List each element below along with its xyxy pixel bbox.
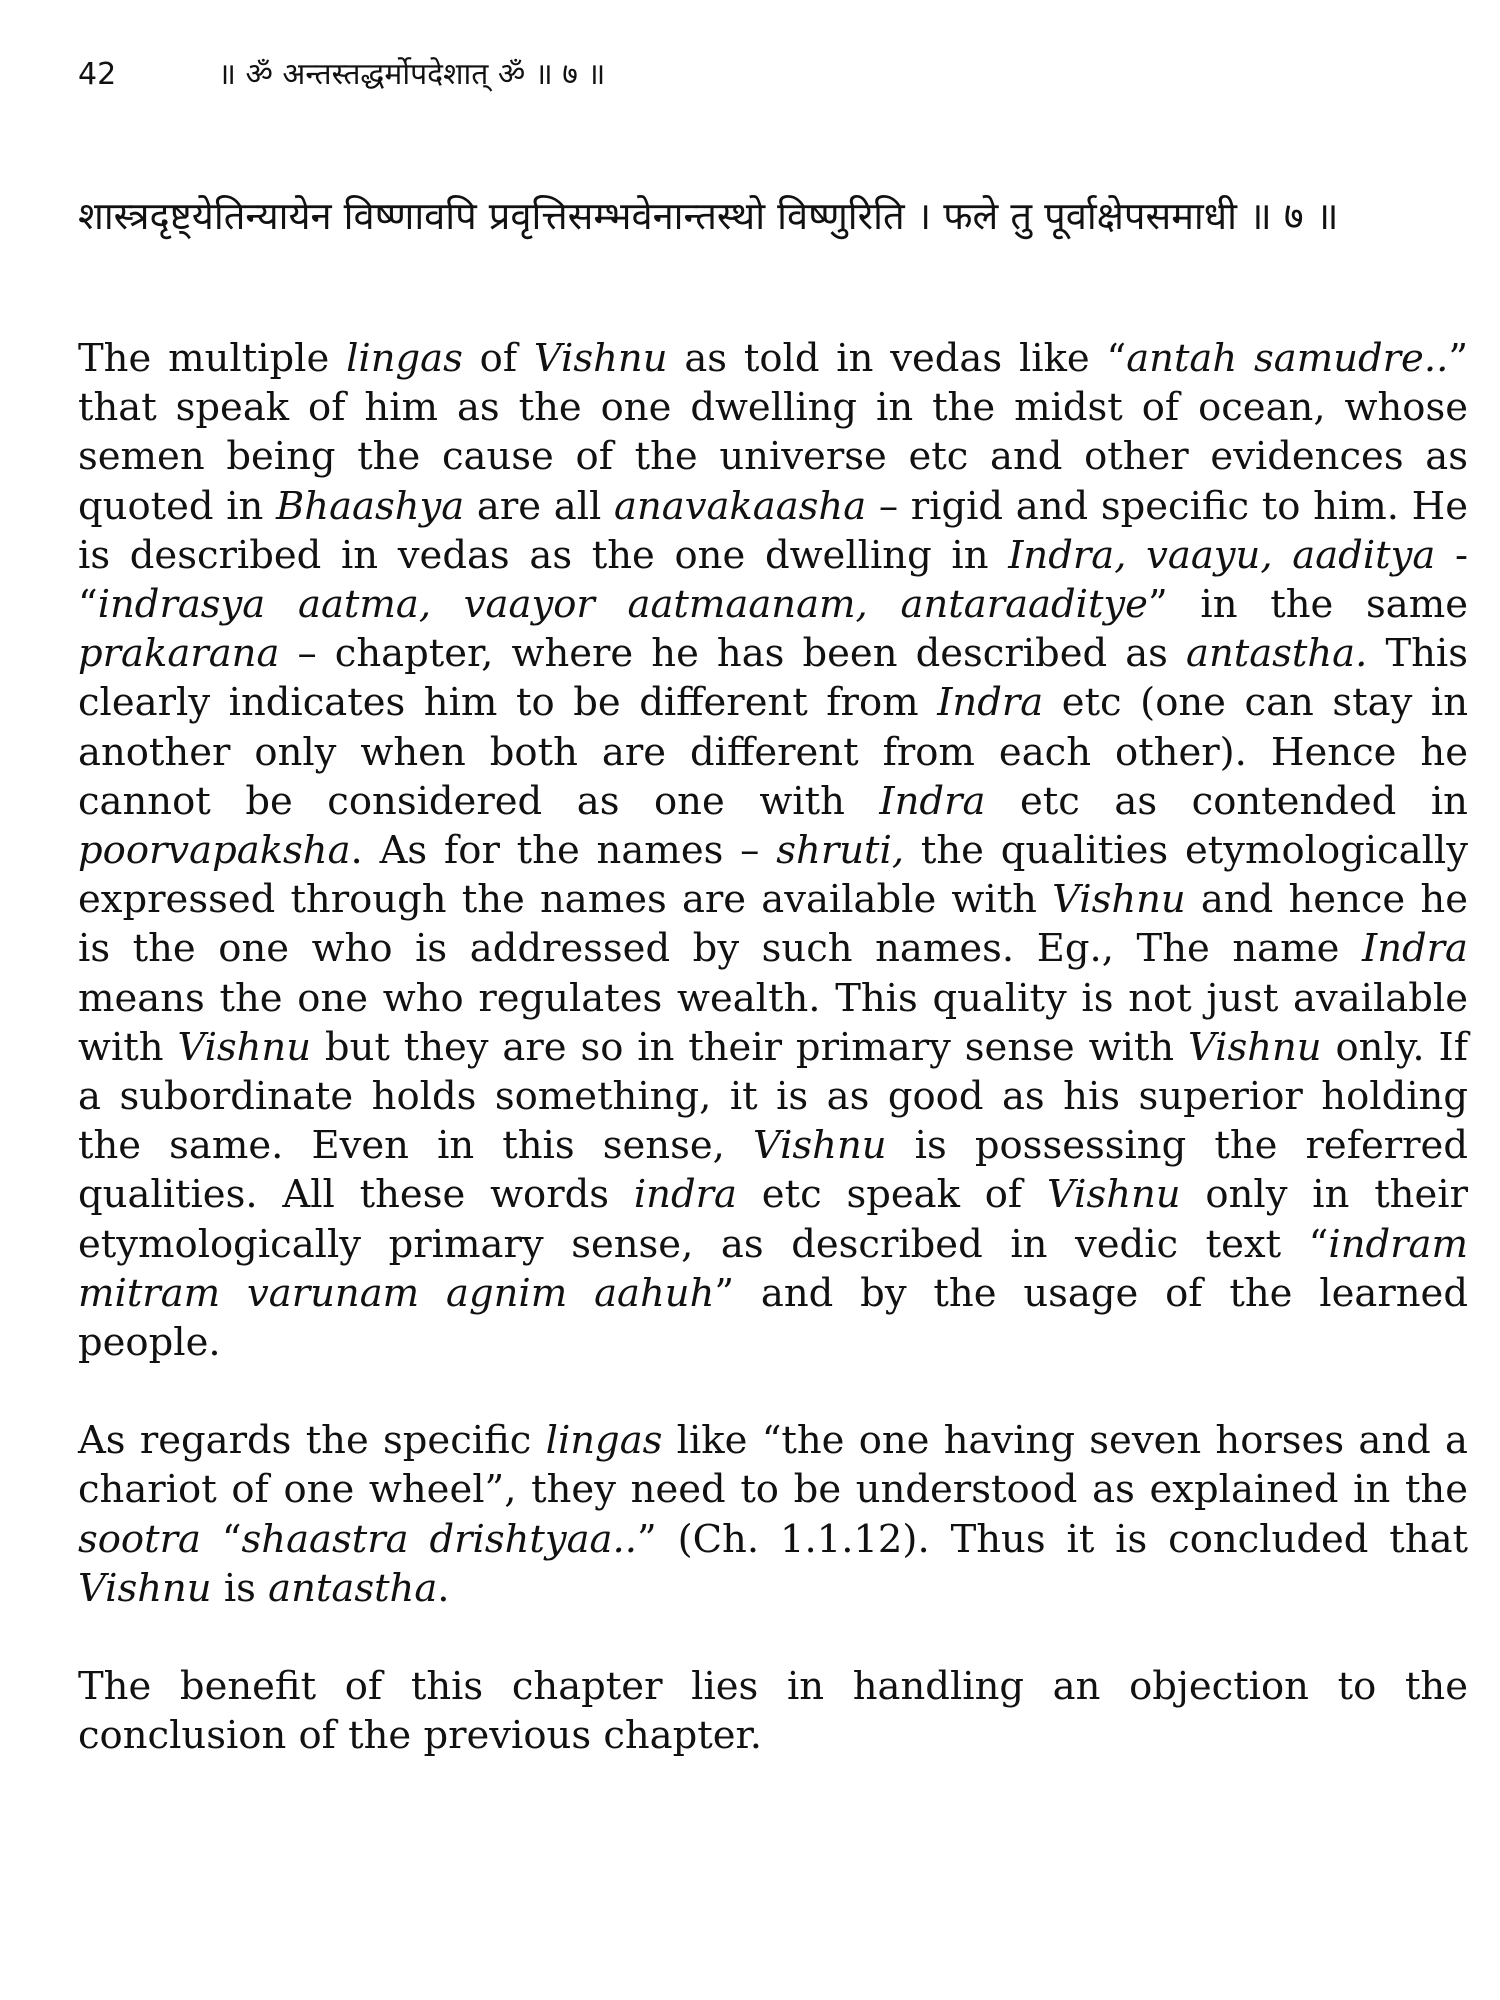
- italic-term: indram mitram varunam agnim aahuh: [78, 1221, 1468, 1316]
- italic-term: shaastra drishtyaa..: [241, 1516, 637, 1562]
- text-run: and hence he is the one who is addressed by such names. Eg., The name: [78, 877, 1468, 972]
- text-run: is: [211, 1565, 269, 1611]
- text-run: – chapter, where he has been described as: [279, 631, 1186, 677]
- text-run: The benefit of this chapter lies in handling an objection to the conclusion of the previous chapter.: [78, 1664, 1468, 1759]
- italic-term: Vishnu: [1188, 1024, 1322, 1070]
- italic-term: lingas: [545, 1418, 663, 1464]
- paragraph-2: [78, 1416, 1468, 1613]
- text-run: as told in vedas like “: [667, 336, 1127, 381]
- italic-term: Vishnu: [78, 1565, 212, 1611]
- text-run: .: [437, 1565, 450, 1611]
- text-run: etc speak of: [736, 1172, 1047, 1218]
- paragraph-1: [78, 334, 1468, 1367]
- text-run: - “: [78, 532, 1469, 628]
- text-run: of: [462, 336, 534, 381]
- page-header: [78, 52, 605, 93]
- text-run: “: [200, 1516, 242, 1562]
- italic-term: Indra: [879, 778, 986, 824]
- italic-term: poorvapaksha: [78, 828, 351, 874]
- text-run: As regards the specific: [78, 1418, 546, 1464]
- page-number: 42: [78, 57, 117, 92]
- text-run: This clearly indicates him to be different from: [78, 631, 1468, 726]
- text-run: etc (one can stay in another only when both are different from each other). Hence he cannot be considered as one with: [78, 680, 1469, 824]
- italic-term: indra: [633, 1172, 737, 1218]
- italic-term: sootra: [78, 1516, 201, 1562]
- italic-term: Indra, vaayu, aaditya: [1008, 532, 1436, 578]
- italic-term: anavakaasha: [614, 483, 867, 529]
- text-run: The multiple: [78, 336, 347, 381]
- italic-term: antah samudre..: [1126, 336, 1449, 381]
- text-run: only. If a subordinate holds something, it is as good as his superior holding the same. Even in this sense,: [78, 1024, 1468, 1169]
- italic-term: lingas: [346, 336, 463, 381]
- text-run: . As for the names –: [350, 828, 777, 874]
- italic-term: Vishnu: [1052, 877, 1186, 923]
- text-run: the qualities etymologically expressed through the names are available with: [78, 828, 1468, 923]
- italic-term: antastha: [268, 1565, 438, 1611]
- text-run: is possessing the referred qualities. All these words: [78, 1123, 1468, 1218]
- text-run: ” that speak of him as the one dwelling in the midst of ocean, whose semen being the cause of the universe etc and other evidences as quoted in: [78, 336, 1469, 529]
- italic-term: antastha.: [1185, 631, 1368, 677]
- italic-term: indrasya aatma, vaayor aatmaanam, antaraaditye: [97, 582, 1148, 628]
- text-run: etc as contended in: [985, 778, 1468, 824]
- text-run: like “the one having seven horses and a chariot of one wheel”, they need to be understood as explained in the: [78, 1418, 1468, 1513]
- text-run: but they are so in their primary sense with: [311, 1024, 1188, 1070]
- italic-term: Vishnu: [1047, 1172, 1181, 1218]
- italic-term: shruti,: [776, 828, 905, 874]
- italic-term: Indra: [937, 680, 1044, 726]
- text-run: ” in the same: [1147, 582, 1469, 628]
- text-run: are all: [464, 483, 614, 529]
- italic-term: Vishnu: [533, 336, 668, 381]
- text-run: ” (Ch. 1.1.12). Thus it is concluded that: [637, 1516, 1469, 1562]
- text-run: – rigid and specific to him. He is described in vedas as the one dwelling in: [78, 483, 1468, 578]
- italic-term: prakarana: [78, 631, 280, 677]
- text-run: ” and by the usage of the learned people.: [78, 1270, 1468, 1366]
- running-title: ॥ ॐ अन्तस्तद्धर्मोपदेशात् ॐ ॥ ७ ॥: [218, 57, 606, 92]
- italic-term: Vishnu: [752, 1123, 887, 1169]
- text-run: means the one who regulates wealth. This quality is not just available with: [78, 975, 1468, 1070]
- text-run: only in their etymologically primary sense, as described in vedic text “: [78, 1172, 1468, 1267]
- italic-term: Vishnu: [177, 1024, 312, 1070]
- italic-term: Indra: [1361, 926, 1468, 972]
- sanskrit-verse: शास्त्रदृष्ट्येतिन्यायेन विष्णावपि प्रवृत्तिसम्भवेनान्तस्थो विष्णुरिति । फले तु पूर्वाक्षेपसमाधी ॥ ७ ॥: [78, 194, 1339, 238]
- italic-term: Bhaashya: [275, 483, 465, 529]
- commentary-body: [78, 334, 1468, 1809]
- paragraph-3: [78, 1662, 1468, 1760]
